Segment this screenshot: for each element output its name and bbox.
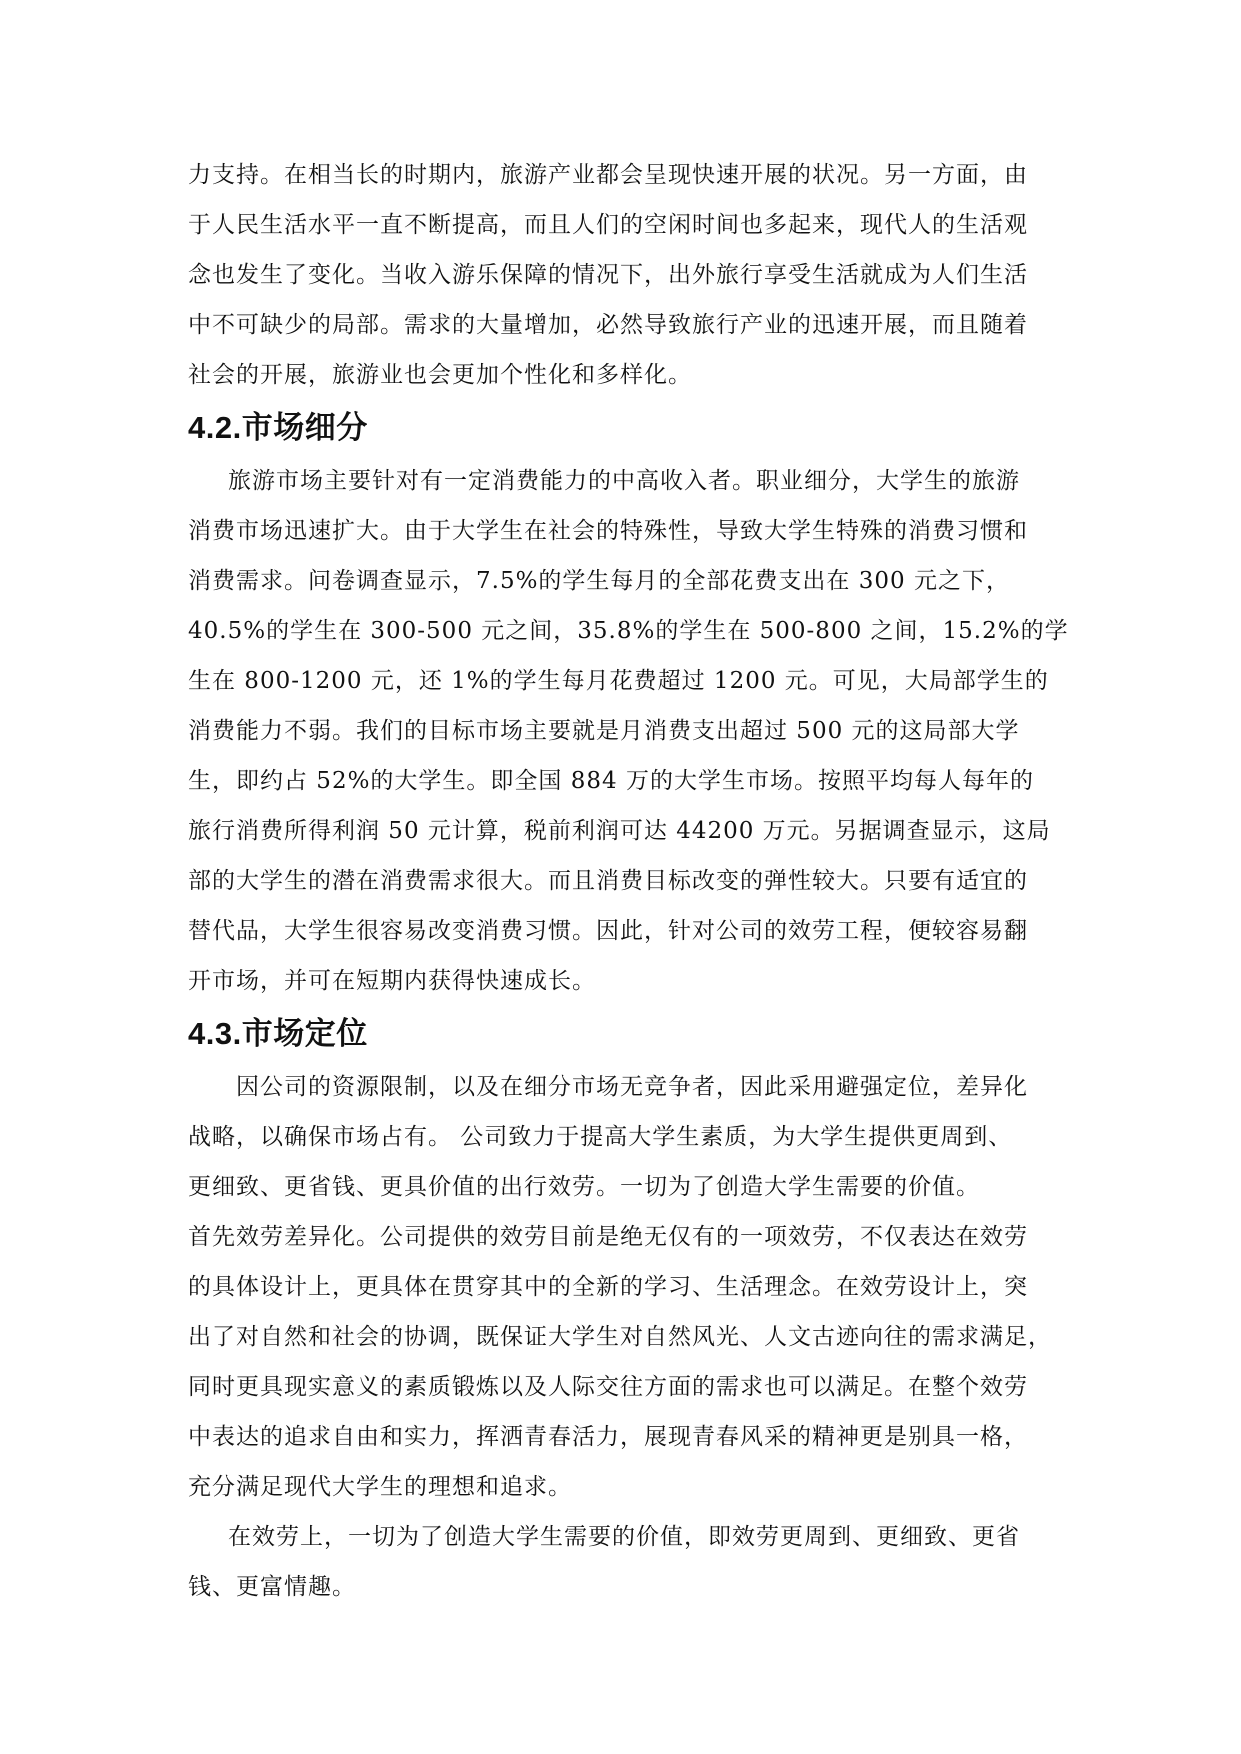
text-line: 钱、更富情趣。 — [188, 1574, 356, 1600]
text-line: 力支持。在相当长的时期内，旅游产业都会呈现快速开展的状况。另一方面，由 — [188, 162, 1028, 188]
text-line: 充分满足现代大学生的理想和追求。 — [188, 1474, 572, 1500]
text-line: 40.5%的学生在 300-500 元之间，35.8%的学生在 500-800 之间，15.2%的学 — [188, 618, 1069, 644]
section-heading-4-3: 4.3.市场定位 — [188, 1016, 368, 1051]
text-line: 的具体设计上，更具体在贯穿其中的全新的学习、生活理念。在效劳设计上，突 — [188, 1274, 1028, 1300]
text-line: 消费市场迅速扩大。由于大学生在社会的特殊性，导致大学生特殊的消费习惯和 — [188, 518, 1028, 544]
text-line: 中不可缺少的局部。需求的大量增加，必然导致旅行产业的迅速开展，而且随着 — [188, 312, 1028, 338]
text-line: 首先效劳差异化。公司提供的效劳目前是绝无仅有的一项效劳，不仅表达在效劳 — [188, 1224, 1028, 1250]
text-line: 开市场，并可在短期内获得快速成长。 — [188, 968, 596, 994]
section-4-2-paragraph — [188, 456, 1068, 1006]
section-4-3-paragraph — [188, 1062, 1068, 1612]
text-line: 出了对自然和社会的协调，既保证大学生对自然风光、人文古迹向往的需求满足， — [188, 1324, 1052, 1350]
text-line: 消费需求。问卷调查显示，7.5%的学生每月的全部花费支出在 300 元之下， — [188, 568, 1010, 594]
text-line: 于人民生活水平一直不断提高，而且人们的空闲时间也多起来，现代人的生活观 — [188, 212, 1028, 238]
text-line: 中表达的追求自由和实力，挥洒青春活力，展现青春风采的精神更是别具一格， — [188, 1424, 1028, 1450]
text-line: 部的大学生的潜在消费需求很大。而且消费目标改变的弹性较大。只要有适宜的 — [188, 868, 1028, 894]
section-heading-4-2: 4.2.市场细分 — [188, 410, 368, 445]
text-line: 旅游市场主要针对有一定消费能力的中高收入者。职业细分，大学生的旅游 — [228, 468, 1020, 494]
text-line: 消费能力不弱。我们的目标市场主要就是月消费支出超过 500 元的这局部大学 — [188, 718, 1020, 744]
text-line: 在效劳上，一切为了创造大学生需要的价值，即效劳更周到、更细致、更省 — [228, 1524, 1020, 1550]
text-line: 念也发生了变化。当收入游乐保障的情况下，出外旅行享受生活就成为人们生活 — [188, 262, 1028, 288]
intro-paragraph — [188, 150, 1068, 400]
text-line: 同时更具现实意义的素质锻炼以及人际交往方面的需求也可以满足。在整个效劳 — [188, 1374, 1028, 1400]
text-line: 战略，以确保市场占有。 公司致力于提高大学生素质，为大学生提供更周到、 — [188, 1124, 1013, 1150]
text-line: 更细致、更省钱、更具价值的出行效劳。一切为了创造大学生需要的价值。 — [188, 1174, 980, 1200]
document-body — [188, 150, 1068, 1612]
text-line: 社会的开展，旅游业也会更加个性化和多样化。 — [188, 362, 692, 388]
text-line: 因公司的资源限制，以及在细分市场无竞争者，因此采用避强定位，差异化 — [236, 1074, 1028, 1100]
text-line: 生在 800-1200 元，还 1%的学生每月花费超过 1200 元。可见，大局部学生的 — [188, 668, 1049, 694]
text-line: 替代品，大学生很容易改变消费习惯。因此，针对公司的效劳工程，便较容易翻 — [188, 918, 1028, 944]
text-line: 生，即约占 52%的大学生。即全国 884 万的大学生市场。按照平均每人每年的 — [188, 768, 1034, 794]
text-line: 旅行消费所得利润 50 元计算，税前利润可达 44200 万元。另据调查显示，这局 — [188, 818, 1051, 844]
